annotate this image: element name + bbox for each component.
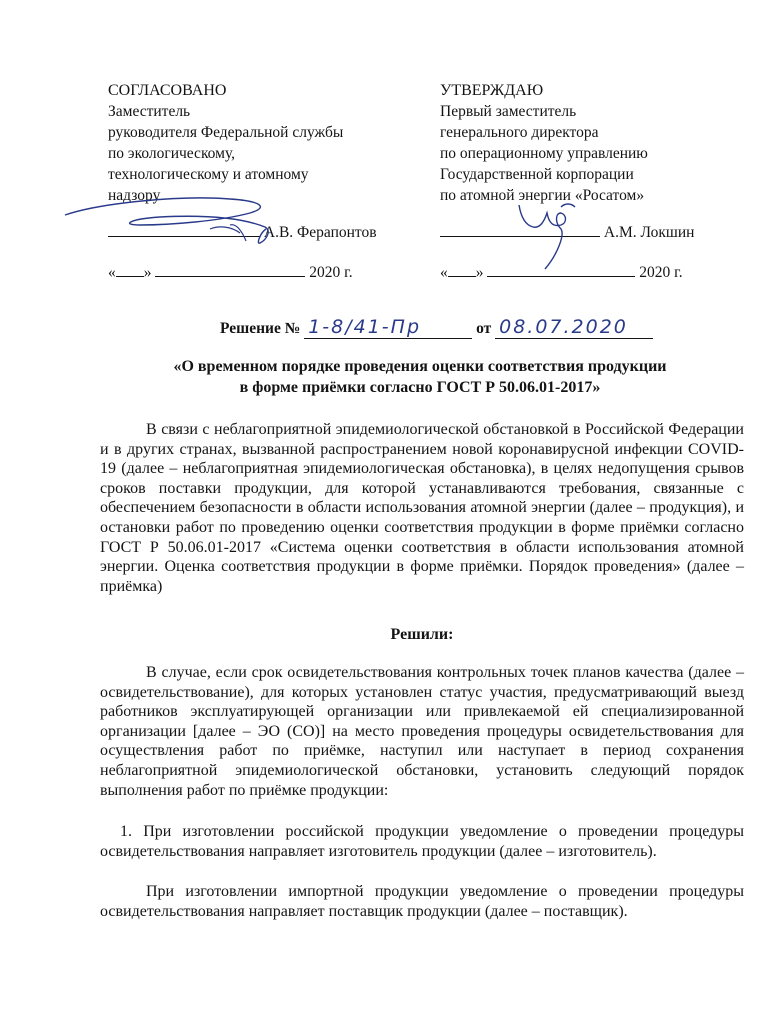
agreed-date-line <box>108 262 353 282</box>
body-paragraph-2 <box>100 822 744 861</box>
agreed-signer-name: А.В. Ферапонтов <box>263 224 377 241</box>
approved-heading: УТВЕРЖДАЮ <box>440 82 544 99</box>
body-paragraph-1 <box>100 663 744 800</box>
approved-signature-line <box>440 222 694 242</box>
paragraph-text: 1. При изготовлении российской продукции уведомление о проведении процедуры освидетельствования направляет изготовитель продукции (далее – изготовитель). <box>100 823 744 860</box>
month-blank <box>487 262 635 277</box>
date-quote-close: » <box>143 264 152 281</box>
agreed-year: 2020 г. <box>309 264 353 281</box>
paragraph-text: При изготовлении импортной продукции уведомление о проведении процедуры освидетельствования направляет поставщик продукции (далее – поставщик). <box>100 883 744 920</box>
month-blank <box>155 262 305 277</box>
decision-date: 08.07.2020 <box>499 316 628 338</box>
paragraph-text: В случае, если срок освидетельствования контрольных точек планов качества (далее – освидетельствование), для которых установлен статус участия, предусматривающий выезд работников эксплуатирующей организации или привлекаемой ей специализированной организации [далее – ЭО (СО)] на место проведения процедуры освидетельствования для осуществления работ по приёмке, наступил или наступает в период сохранения неблагоприятной эпидемиологической обстановки, установить следующий порядок выполнения работ по приёмке продукции: <box>100 664 744 799</box>
decision-number-field <box>304 316 472 339</box>
decision-date-field <box>495 316 653 339</box>
approved-year: 2020 г. <box>639 264 683 281</box>
intro-paragraph <box>100 420 744 596</box>
approved-line: по операционному управлению <box>440 145 648 162</box>
approved-date-line <box>440 262 683 282</box>
approval-block-approved <box>440 80 740 206</box>
decision-line <box>220 316 720 339</box>
approved-line: Первый заместитель <box>440 103 577 120</box>
agreed-line: надзору <box>108 187 161 204</box>
approved-line: по атомной энергии «Росатом» <box>440 187 645 204</box>
agreed-line: Заместитель <box>108 103 191 120</box>
title-line: в форме приёмки согласно ГОСТ Р 50.06.01-2017» <box>239 379 601 396</box>
body-paragraph-3 <box>100 882 744 921</box>
signature-blank <box>108 222 260 237</box>
approved-signer-name: А.М. Локшин <box>603 224 695 241</box>
agreed-line: руководителя Федеральной службы <box>108 124 344 141</box>
date-quote-close: » <box>475 264 484 281</box>
decision-label: Решение № <box>220 320 301 337</box>
day-blank <box>448 262 476 277</box>
approval-block-agreed <box>108 80 418 206</box>
agreed-line: по экологическому, <box>108 145 236 162</box>
day-blank <box>116 262 144 277</box>
agreed-heading: СОГЛАСОВАНО <box>108 82 227 99</box>
date-quote-open: « <box>440 264 448 281</box>
signature-blank <box>440 222 600 237</box>
decision-from-label: от <box>476 320 492 337</box>
document-title <box>100 356 740 398</box>
intro-text: В связи с неблагоприятной эпидемиологической обстановкой в Российской Федерации и в других странах, вызванной распространением новой коронавирусной инфекции COVID-19 (далее – неблагоприятная эпидемиологическая обстановка), в целях недопущения срывов сроков поставки продукции, для которой устанавливаются требования, связанные с обеспечением безопасности в области использования атомной энергии (далее – продукция), и остановки работ по проведению оценки соответствия продукции в форме приёмки согласно ГОСТ Р 50.06.01-2017 «Система оценки соответствия в области использования атомной энергии. Оценка соответствия продукции в форме приёмки. Порядок проведения» (далее – приёмка) <box>100 421 744 595</box>
title-line: «О временном порядке проведения оценки соответствия продукции <box>173 358 667 375</box>
agreed-line: технологическому и атомному <box>108 166 309 183</box>
date-quote-open: « <box>108 264 116 281</box>
decision-number: 1-8/41-Пр <box>308 316 422 338</box>
resolved-heading: Решили: <box>390 626 454 643</box>
agreed-signature-line <box>108 222 377 242</box>
approved-line: генерального директора <box>440 124 599 141</box>
approved-line: Государственной корпорации <box>440 166 634 183</box>
